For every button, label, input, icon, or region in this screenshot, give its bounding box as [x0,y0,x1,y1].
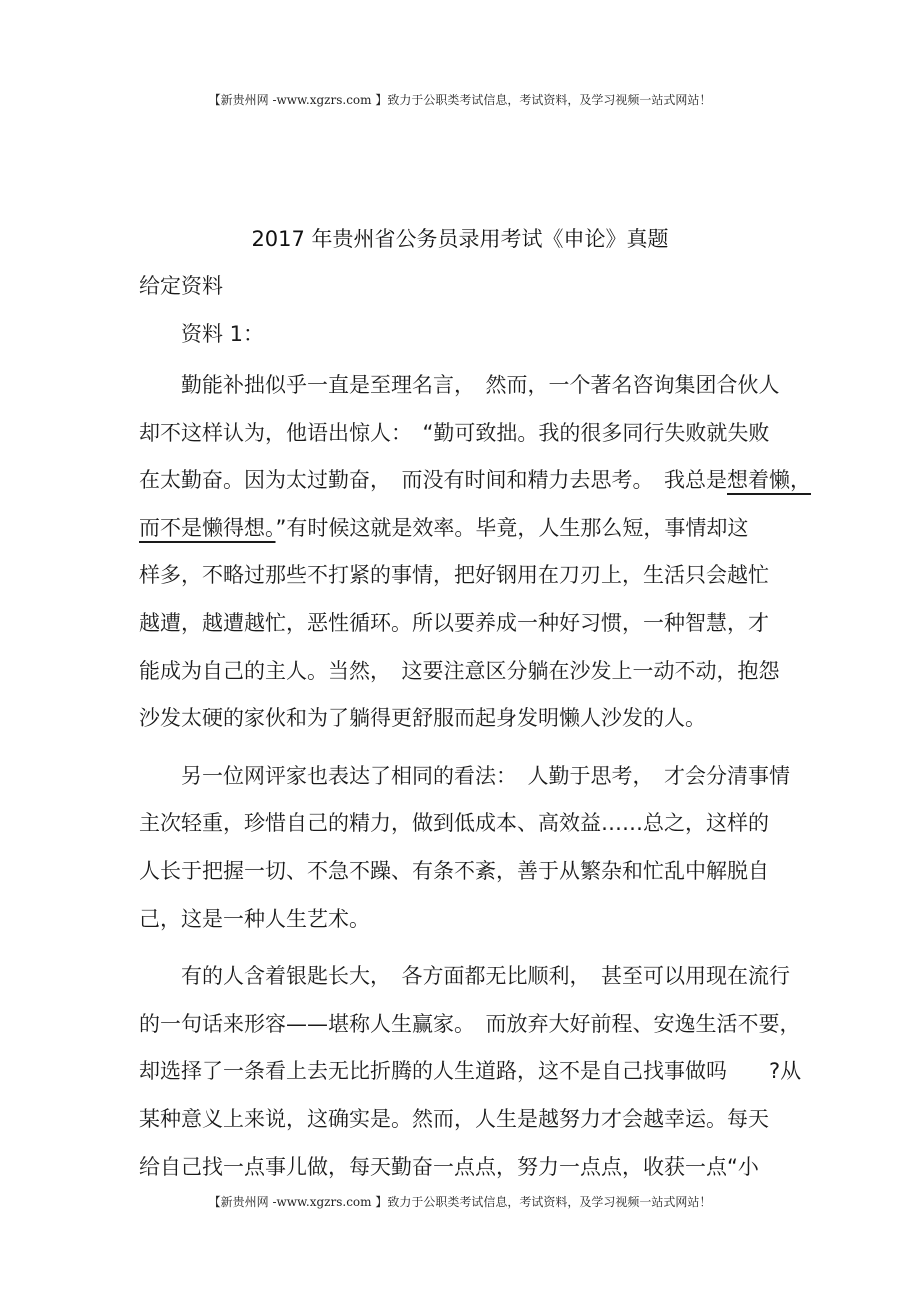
text-line: 却不这样认为，他语出惊人： “勤可致拙。我的很多同行失败就失败 [139,420,770,445]
document-title: 2017 年贵州省公务员录用考试《申论》真题 [251,227,669,251]
text-line: 人长于把握一切、不急不躁、有条不紊，善于从繁杂和忙乱中解脱自 [139,858,769,883]
text-line: 给自己找一点事儿做，每天勤奋一点点，努力一点点，收获一点“小 [139,1154,759,1179]
document-body [139,362,811,1201]
text-segment: ”有时候这就是效率。毕竟，人生那么短，事情却这 [275,515,749,540]
paragraph [139,362,811,743]
text-line: 另一位网评家也表达了相同的看法： 人勤于思考， 才会分清事情 [181,763,790,788]
text-line: 主次轻重，珍惜自己的精力，做到低成本、高效益……总之，这样的 [139,811,769,836]
section-heading: 给定资料 [139,274,223,298]
text-line: 却选择了一条看上去无比折腾的人生道路，这不是自己找事做吗 ?从 [139,1059,802,1084]
paragraph [139,753,789,943]
text-line: 某种意义上来说，这确实是。然而，人生是越努力才会越幸运。每天 [139,1106,769,1131]
text-line: 样多，不略过那些不打紧的事情，把好钢用在刀刃上，生活只会越忙 [139,563,769,588]
text-line [139,505,789,553]
text-line [139,457,811,505]
page-footer: 【新贵州网 -www.xgzrs.com 】致力于公职类考试信息，考试资料，及学习视频一站式网站！ [208,1195,712,1209]
text-line: 有的人含着银匙长大， 各方面都无比顺利， 甚至可以用现在流行 [181,964,790,989]
text-line: 己，这是一种人生艺术。 [139,906,370,931]
underlined-text: 想着懒， [727,468,811,493]
text-line: 勤能补拙似乎一直是至理名言， 然而，一个著名咨询集团合伙人 [181,373,780,397]
underlined-text: 而不是懒得想。 [139,515,276,540]
paragraph [139,953,802,1191]
text-line: 越遭，越遭越忙，恶性循环。所以要养成一种好习惯，一种智慧，才 [139,610,769,635]
text-line: 沙发太硬的家伙和为了躺得更舒服而起身发明懒人沙发的人。 [139,706,706,731]
subsection-heading: 资料 1： [181,322,265,346]
text-segment: 在太勤奋。因为太过勤奋， 而没有时间和精力去思考。 我总是 [139,468,727,493]
page-header: 【新贵州网 -www.xgzrs.com 】致力于公职类考试信息，考试资料，及学习视频一站式网站！ [208,93,712,107]
text-line: 的一句话来形容——堪称人生赢家。 而放弃大好前程、安逸生活不要， [139,1011,801,1036]
text-line: 能成为自己的主人。当然， 这要注意区分躺在沙发上一动不动，抱怨 [139,658,780,683]
